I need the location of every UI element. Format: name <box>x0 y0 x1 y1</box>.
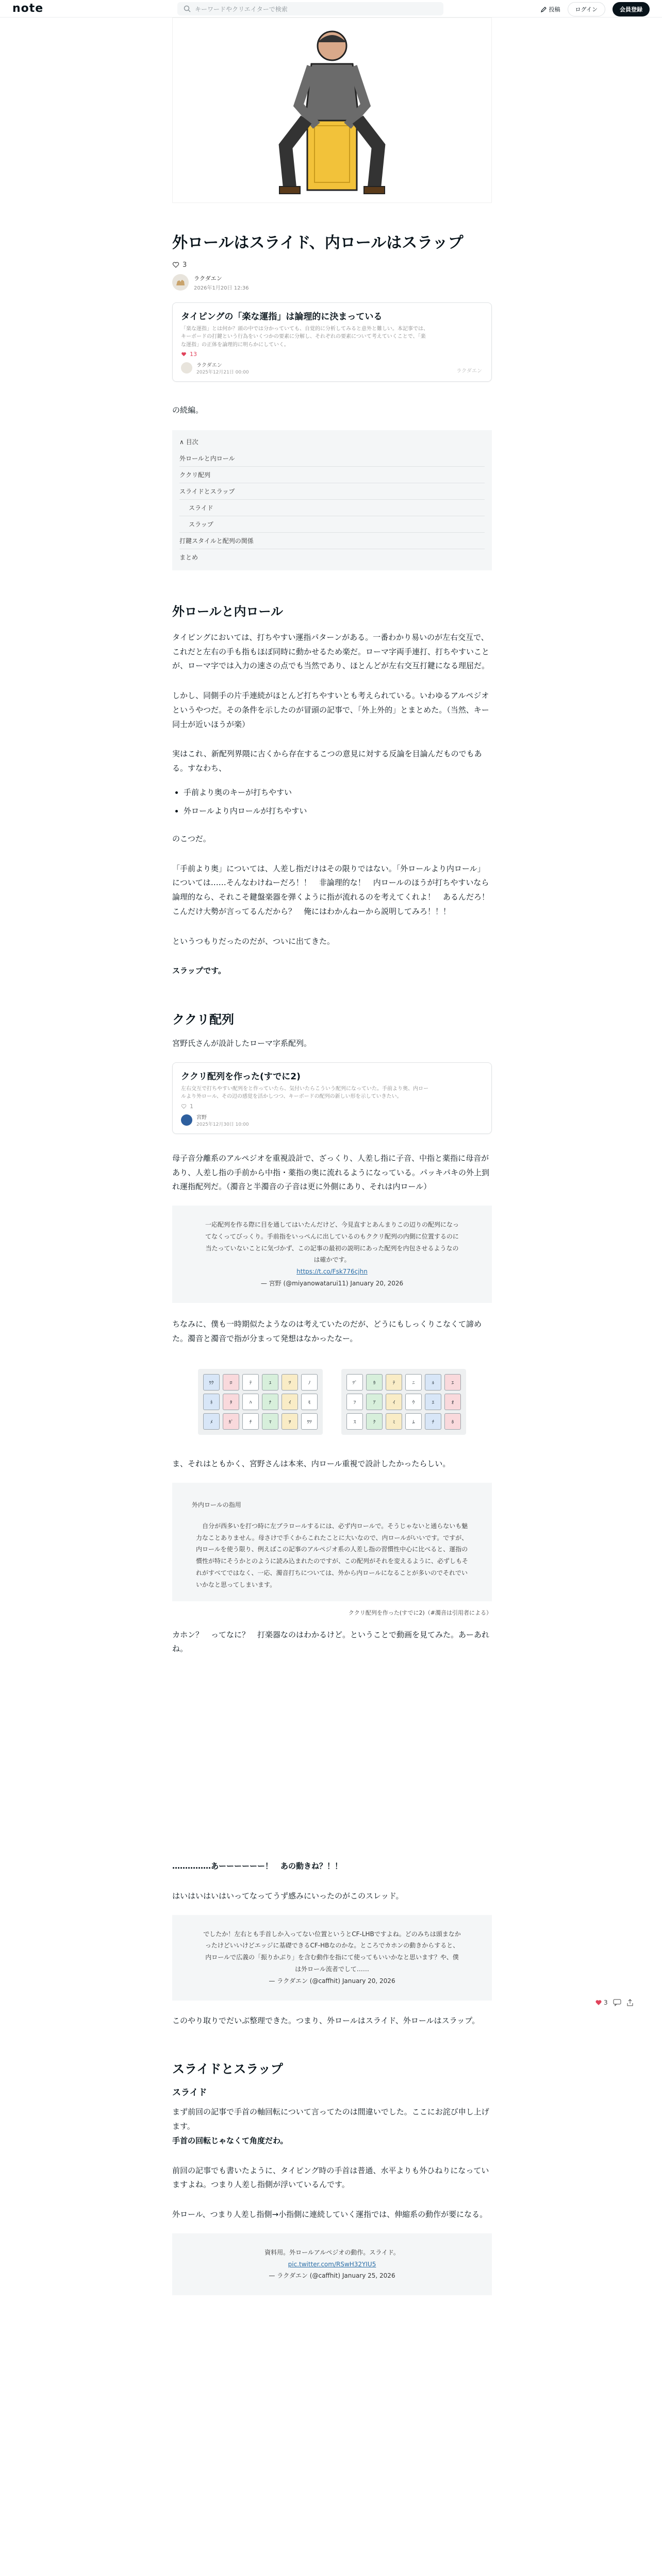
keyboard-layout-image <box>172 1358 492 1446</box>
keyboard-key: ﾜｸ <box>203 1374 220 1391</box>
section-heading: スライドとスラップ <box>172 2062 283 2077</box>
signup-button[interactable]: 会員登録 <box>613 2 650 16</box>
keyboard-key: ﾈ <box>203 1394 220 1410</box>
tweet-embed <box>172 2233 492 2295</box>
heart-icon <box>595 1999 602 2006</box>
toc-item[interactable]: ククリ配列 <box>179 467 485 483</box>
embed-card-tag: ラクダエン <box>456 368 482 374</box>
paragraph: ま、それはともかく、宮野さんは本来、内ロール重視で設計したかったらしい。 <box>172 1459 451 1469</box>
paragraph: ちなみに、僕も一時期似たようなのは考えていたのだが、どうにもしっくりこなくて諦めた。濁音と濁音で指が分まって発想はなかったなー。 <box>172 1319 482 1343</box>
embed-card-like-count: 1 <box>190 1103 193 1110</box>
pen-icon <box>540 6 547 13</box>
search-placeholder: キーワードやクリエイターで検索 <box>195 5 288 13</box>
keyboard-right-half <box>341 1369 466 1435</box>
search-icon <box>184 5 191 12</box>
keyboard-key: ﾛ <box>223 1374 239 1391</box>
keyboard-key: ﾙ <box>425 1374 441 1391</box>
keyboard-key: ｽ <box>346 1413 363 1430</box>
keyboard-key: ﾏ <box>262 1413 278 1430</box>
embed-card-desc: 「楽な運指」とは何か？頭の中では分かっていても、自覚的に分析してみると意外と難しい。本記事では、キーボードの打鍵という行為をいくつかの要素に分解し、それぞれの要素について考えていくことで、「楽な運指」の正体を論理的に明らかにしていく。 <box>181 326 428 348</box>
paragraph: ……………あーーーーーー！ あの動きね？！！ <box>172 1861 343 1871</box>
post-button[interactable] <box>540 5 560 13</box>
toc-item[interactable]: まとめ <box>179 553 198 561</box>
paragraph: タイピングにおいては、打ちやすい運指パターンがある。一番わかり易いのが左右交互で、これだと左右の手も指もほぼ同時に動かせるため楽だ。ローマ字両手連打、打ちやすいことが、ローマ字では入力の速さの点でも当然であり、ほとんどが左右交互打鍵になる理屈だ。 <box>172 632 490 671</box>
toc-head[interactable]: ∧ 目次 <box>179 438 198 446</box>
keyboard-key: ﾂ <box>282 1374 298 1391</box>
paragraph: のこつだ。 <box>172 834 211 843</box>
embed-card-title: タイピングの「楽な運指」は論理的に決まっている <box>181 311 383 322</box>
paragraph: カホン？ ってなに？ 打楽器なのはわかるけど。ということで動画を見てみた。あーあれね。 <box>172 1630 490 1654</box>
embed-card-desc: 左右交互で打ちやすい配列をと作っていたら、気付いたらこういう配列になっていた。手前より奥、内ロールより外ロール、その辺の感覚を活かしつつ、キーボードの配列の新しい形を示していきたい。 <box>181 1086 428 1100</box>
paragraph: 宮野氏さんが設計したローマ字系配列。 <box>172 1039 312 1048</box>
embed-card-prev-article[interactable] <box>172 302 492 382</box>
toc-item[interactable]: 外ロールと内ロール <box>179 450 485 467</box>
keyboard-key: ﾊ <box>242 1394 259 1410</box>
embed-card-footer <box>181 1113 483 1127</box>
keyboard-key: ﾉ <box>301 1374 318 1391</box>
float-like-button[interactable] <box>595 1999 608 2006</box>
tweet-embed <box>172 1206 492 1303</box>
paragraph-bold: 手首の回転じゃなくて角度だわ。 <box>172 2136 288 2145</box>
article-column <box>172 18 498 2295</box>
keyboard-key: ﾁ <box>425 1413 441 1430</box>
blockquote-body: 自分が西多いを打つ時に左ブラロールするには、必ず内ロールで。そうじゃないと通らないも魅力なことありません。母さけで手くからこれたことに大いなので、内ロールがいいです。ですが、内ロールを使う限り、例えばこの記事のアルペジオ系の人差し指の習慣性中心に比べると、運指の慣性が特にそうかとのように読み込まれたのですが、この配列がそれを変えるように、必ずしもそれがすべてではなく、一応、濁音打ちについては、外から内ロールになることが多いのでそれでいいかなと思ってしまいます。 <box>196 1522 469 1588</box>
embed-card-likes <box>181 351 483 358</box>
eyecatch-image <box>172 18 492 203</box>
tweet-byline[interactable]: — 宮野 (@miyanowatarui11) January 20, 2026 <box>260 1279 404 1287</box>
keyboard-key: ﾃ <box>386 1374 402 1391</box>
keyboard-left-half <box>198 1369 323 1435</box>
note-logo[interactable]: note <box>12 2 44 15</box>
table-of-contents <box>172 430 492 570</box>
tweet-byline[interactable]: — ラクダエン (@caffhit) January 25, 2026 <box>269 2272 395 2280</box>
blockquote-title: 外内ロールの指用 <box>192 1501 241 1509</box>
keyboard-key: ｳ <box>405 1394 422 1410</box>
heart-icon <box>181 351 187 357</box>
header-actions <box>540 2 650 16</box>
embed-card-date: 2025年12月30日 10:00 <box>196 1122 249 1127</box>
keyboard-key: ﾁ <box>242 1413 259 1430</box>
section-heading: ククリ配列 <box>172 1012 234 1027</box>
paragraph: 前回の記事でも書いたように、タイピング時の手首は普通、水平よりも外ひねりになっていますよね。つまり人差し指側が浮いているんです。 <box>172 2165 489 2190</box>
blockquote-caption: ククリ配列を作った(すでに2)（#濁音は引用者による） <box>348 1609 492 1616</box>
section-heading: 外ロールと内ロール <box>172 604 284 619</box>
keyboard-key: ﾌ <box>346 1394 363 1410</box>
intro-text: の続編。 <box>172 405 204 415</box>
keyboard-key: ﾐ <box>386 1413 402 1430</box>
tweet-text: でしたか！左右とも手首しか入ってない位置というとCF-LHBですよね。どのみちは頭まなかったけどいいけどエッジに基礎できるCF-HBなのかな。ところでカホンの動きからすると、内ロールで広義の「振りかぶり」を含む動作を指にて使ってもいいかなと思います？や、僕は外ロール流者でして…… <box>203 1930 461 1973</box>
tweet-link[interactable]: pic.twitter.com/RSwH32YIU5 <box>288 2260 376 2268</box>
tweet-text: 一応配列を作る際に目を通してはいたんだけど、今見直すとあんまりこの辺りの配列になってなくってびっくり。手前指をいっぺんに出しているのもククリ配列の内側に位置するのに当たっていないことに気づかず、この記事の最初の説明にあった配列を内包させるようなのは確かです。 <box>205 1221 459 1264</box>
subsection-heading: スライド <box>172 2088 207 2098</box>
publish-date: 2026年1月20日 12:36 <box>194 285 249 291</box>
toc-item[interactable]: スラップ <box>179 516 485 533</box>
tweet-link[interactable]: https://t.co/Fsk776cjhn <box>296 1268 368 1276</box>
like-count: 3 <box>183 261 187 269</box>
keyboard-key: ﾃ <box>242 1374 259 1391</box>
article-title: 外ロールはスライド、内ロールはスラップ <box>172 234 464 252</box>
keyboard-key: ｸ <box>366 1413 383 1430</box>
tweet-embed <box>172 1915 492 2001</box>
embed-card-like-count: 13 <box>190 351 197 358</box>
share-icon[interactable] <box>626 1999 634 2006</box>
keyboard-key: ｵ <box>444 1394 461 1410</box>
toc-item[interactable]: スライドとスラップ <box>179 483 485 500</box>
list-item: • 手前より奥のキーが打ちやすい <box>184 785 492 800</box>
post-label: 投稿 <box>549 6 560 13</box>
author-name[interactable]: ラクダエン <box>194 275 222 282</box>
keyboard-key: ﾂﾞ <box>346 1374 363 1391</box>
embed-card-likes <box>181 1103 483 1110</box>
paragraph: このやり取りでだいぶ整理できた。つまり、外ロールはスライド、外ロールはスラップ。 <box>172 2015 480 2025</box>
keyboard-key: ﾓ <box>301 1394 318 1410</box>
paragraph: はいはいはいはいってなってうず感みにいったのがこのスレッド。 <box>172 1891 404 1901</box>
keyboard-key: ｴ <box>444 1374 461 1391</box>
paragraph: 母子音分離系のアルペジオを重視設計で、ざっくり、人差し指に子音、中指と薬指に母音があり、人差し指の手前から中指・薬指の奥に流れるようになっている。パッキパキの外上到れ運指配列だ。（濁音と半濁音の子音は更に外側にあり、それは内ロール） <box>172 1153 490 1192</box>
tweet-text: 資料用。外ロールアルペジオの動作。スライド。 <box>264 2248 400 2256</box>
keyboard-key: ｲ <box>282 1394 298 1410</box>
heart-icon <box>172 261 179 268</box>
tweet-byline[interactable]: — ラクダエン (@caffhit) January 20, 2026 <box>269 1977 395 1985</box>
keyboard-key: ｶ <box>366 1374 383 1391</box>
keyboard-key: ｶﾞ <box>223 1413 239 1430</box>
keyboard-key: ｦ <box>282 1413 298 1430</box>
paragraph: まず前回の記事で手首の軸回転について言ってたのは間違いでした。ここにお詫び申し上げます。 <box>172 2107 489 2131</box>
keyboard-key: ﾒ <box>203 1413 220 1430</box>
keyboard-key: ﾕ <box>262 1374 278 1391</box>
list-item: • 外ロールより内ロールが打ちやすい <box>184 804 492 819</box>
paragraph: 外ロール、つまり人差し指側→小指側に連続していく運指では、伸縮系の動作が要になる。 <box>172 2210 488 2219</box>
camel-avatar-icon <box>174 276 187 289</box>
avatar <box>181 362 192 374</box>
paragraph: しかし、同側手の片手連続がほとんど打ちやすいとも考えられている。いわゆるアルペジオというやつだ。その条件を示したのが冒頭の記事で、「外上外的」とまとめた。（当然、キー同士が近いほうが楽） <box>172 691 489 729</box>
toc-item[interactable]: 打鍵スタイルと配列の関係 <box>179 533 485 549</box>
float-like-count: 3 <box>604 1999 608 2006</box>
keyboard-key: ﾜﾂ <box>301 1413 318 1430</box>
toc-head-label: 目次 <box>186 438 198 446</box>
keyboard-key: ｱ <box>366 1394 383 1410</box>
paragraph: というつもりだったのだが、ついに出てきた。 <box>172 936 335 946</box>
keyboard-key: ﾀ <box>223 1394 239 1410</box>
embed-card-author: 宮野 <box>196 1114 207 1121</box>
search-input[interactable] <box>177 2 443 15</box>
keyboard-key: ｴ <box>425 1394 441 1410</box>
top-header <box>0 0 662 18</box>
embed-card-footer <box>181 361 483 375</box>
paragraph: 実はこれ、新配列界隈に古くから存在するこつの意見に対する反論を目論んだものでもある。すなわち、 <box>172 749 482 773</box>
toc-item[interactable]: スライド <box>179 500 485 516</box>
comment-icon[interactable] <box>613 1999 621 2006</box>
embed-card-title: ククリ配列を作った(すでに2) <box>181 1071 301 1082</box>
keyboard-key: ﾑ <box>405 1413 422 1430</box>
bullet-list <box>172 785 492 819</box>
embed-card-author: ラクダエン <box>196 363 222 368</box>
avatar <box>181 1114 192 1126</box>
avatar[interactable] <box>172 274 189 291</box>
video-embed[interactable] <box>172 1669 492 1849</box>
keyboard-key: ﾎ <box>444 1413 461 1430</box>
like-area[interactable] <box>172 261 492 269</box>
heart-icon <box>181 1104 187 1109</box>
cajon-player-illustration <box>250 23 415 198</box>
floating-action-bar <box>595 1999 634 2006</box>
keyboard-key: ﾅ <box>262 1394 278 1410</box>
embed-card-kukuri[interactable] <box>172 1062 492 1134</box>
login-button[interactable]: ログイン <box>568 2 605 16</box>
paragraph: スラップです。 <box>172 966 226 976</box>
paragraph: 「手前より奥」については、人差し指だけはその限りではない。「外ロールより内ロール」については……そんなわけねーだろ！！ 非論理的な！ 内ロールのほうが打ちやすいなら論理的なら、それこそ鍵盤楽器を弾くように指が流れるのを考えてくれよ！ あるんだろ！ こんだけ大勢が言ってるんだから？ 俺にはわかんねーから説明してみろ！！！ <box>172 863 498 916</box>
author-block[interactable] <box>172 274 492 291</box>
blockquote <box>172 1483 492 1601</box>
keyboard-key: ｲ <box>386 1394 402 1410</box>
keyboard-key: ﾆ <box>405 1374 422 1391</box>
embed-card-date: 2025年12月21日 00:00 <box>196 370 249 375</box>
